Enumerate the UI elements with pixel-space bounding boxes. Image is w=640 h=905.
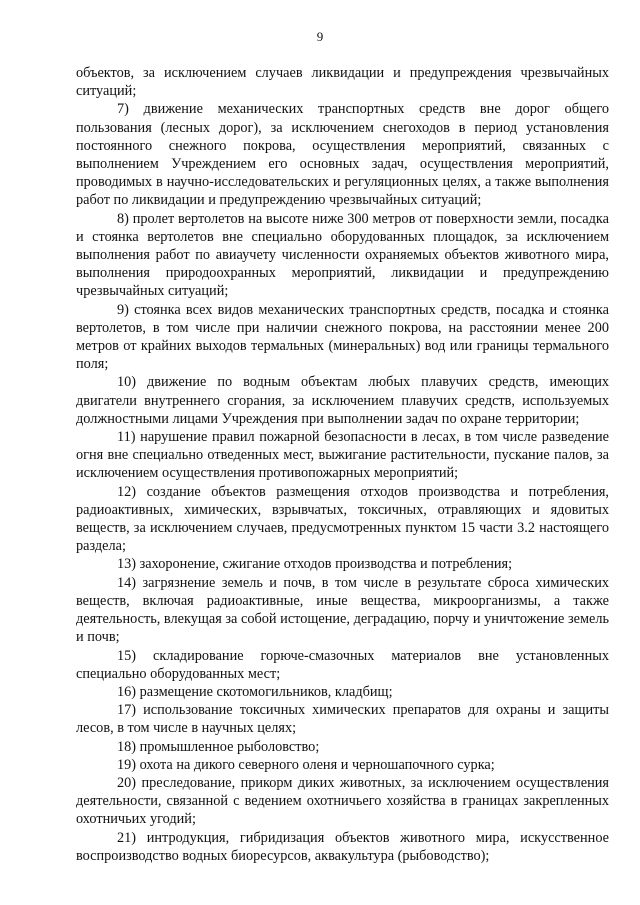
list-item-17: 17) использование токсичных химических препаратов для охраны и защиты лесов, в том числе в научных целях; [76,702,609,737]
list-item-11: 11) нарушение правил пожарной безопасности в лесах, в том числе разведение огня вне специально отведенных мест, выжигание растительности, пускание палов, за исключением осуществления противопожарных мероприятий; [76,429,609,482]
list-item-12: 12) создание объектов размещения отходов производства и потребления, радиоактивных, химических, взрывчатых, токсичных, отравляющих и ядовитых веществ, за исключением случаев, предусмотренных пунктом 15 части 3.2 настоящего раздела; [76,483,609,555]
list-item-15: 15) складирование горюче-смазочных материалов вне установленных специально оборудованных мест; [76,647,609,682]
list-item-14: 14) загрязнение земель и почв, в том числе в результате сброса химических веществ, включая радиоактивные, иные вещества, микроорганизмы, а также деятельность, влекущая за собой истощение, деградацию, порчу и уничтожение земель и почв; [76,574,609,646]
paragraph-continuation: объектов, за исключением случаев ликвидации и предупреждения чрезвычайных ситуаций; [76,65,609,100]
list-item-10: 10) движение по водным объектам любых плавучих средств, имеющих двигатели внутреннего сгорания, за исключением плавучих средств, используемых должностными лицами Учреждения при выполнении задач по охране территории; [76,374,609,427]
list-item-9: 9) стоянка всех видов механических транспортных средств, посадка и стоянка вертолетов, в том числе при наличии снежного покрова, на расстоянии менее 200 метров от крайних выходов термальных (минеральных) вод или границы термального поля; [76,301,609,373]
list-item-19: 19) охота на дикого северного оленя и черношапочного сурка; [117,756,495,773]
list-item-20: 20) преследование, прикорм диких животных, за исключением осуществления деятельности, связанной с ведением охотничьего хозяйства в границах закрепленных охотничьих угодий; [76,774,609,828]
list-item-21: 21) интродукция, гибридизация объектов животного мира, искусственное воспроизводство водных биоресурсов, аквакультура (рыбоводство); [76,829,609,864]
list-item-18: 18) промышленное рыболовство; [117,738,320,755]
page-number: 9 [316,29,324,44]
list-item-16: 16) размещение скотомогильников, кладбищ; [117,683,393,700]
list-item-7: 7) движение механических транспортных средств вне дорог общего пользования (лесных дорог), за исключением снегоходов в период установления постоянного снежного покрова, осуществления мероприятий, связанных с выполнением Учреждением его основных задач, осуществления мероприятий, проводимых в научно-исследовательских и регуляционных целях, а также выполнения работ по ликвидации и предупреждению чрезвычайных ситуаций; [76,101,609,209]
document-body [76,64,609,865]
list-item-8: 8) пролет вертолетов на высоте ниже 300 метров от поверхности земли, посадка и стоянка вертолетов вне специально оборудованных площадок, за исключением выполнения работ по авиаучету численности охраняемых объектов животного мира, выполнения природоохранных мероприятий, ликвидации и предупреждению чрезвычайных ситуаций; [76,210,609,300]
list-item-13: 13) захоронение, сжигание отходов производства и потребления; [117,556,513,573]
